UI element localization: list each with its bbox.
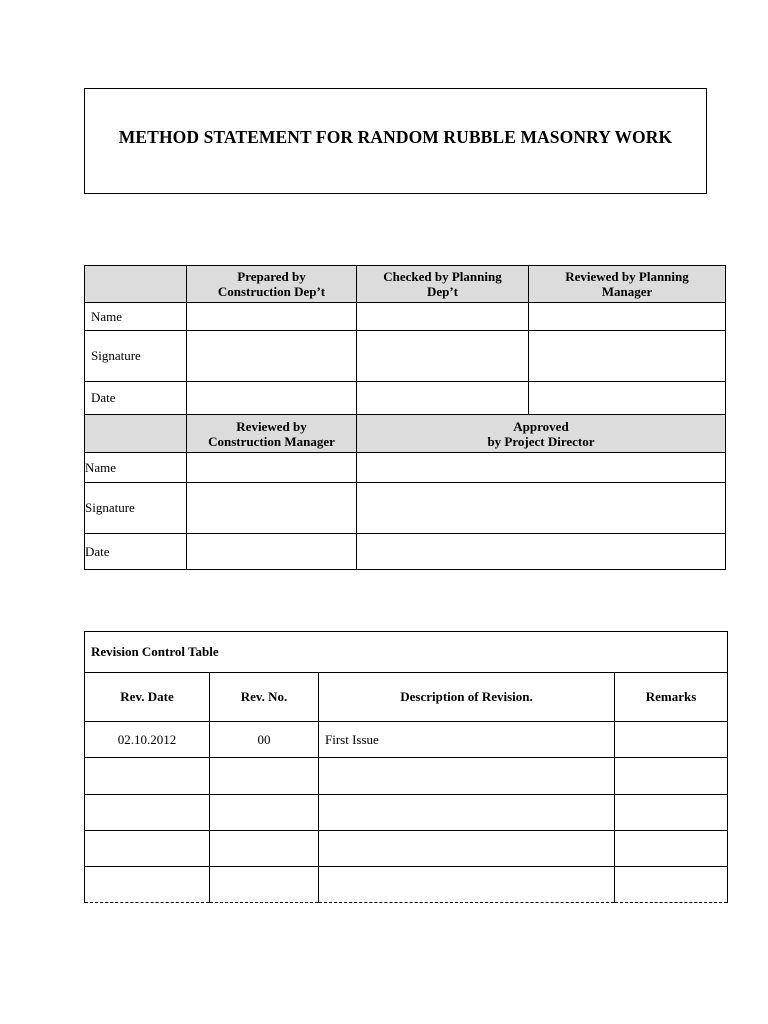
approval-row-name [85, 303, 726, 331]
rev-date-cell [85, 758, 210, 795]
col-header-description: Description of Revision. [319, 673, 615, 722]
header-checked-by: Checked by Planning Dep’t [357, 266, 529, 303]
date-field-checked[interactable] [357, 382, 529, 415]
signature-field-construction-manager[interactable] [187, 483, 357, 534]
name-field-project-director[interactable] [357, 453, 726, 483]
approval-row-date-2 [85, 534, 726, 570]
title-box [84, 88, 707, 194]
row-label-signature-2: Signature [85, 483, 187, 534]
row-label-date-2: Date [85, 534, 187, 570]
header-approved-by: Approved by Project Director [357, 415, 726, 453]
header-reviewed-by-planning: Reviewed by Planning Manager [529, 266, 726, 303]
date-field-construction-manager[interactable] [187, 534, 357, 570]
remarks-cell [615, 867, 728, 903]
revision-control-table [84, 631, 728, 903]
rev-no-cell [210, 867, 319, 903]
approval-table [84, 265, 726, 570]
signature-field-project-director[interactable] [357, 483, 726, 534]
approval-header-blank-2 [85, 415, 187, 453]
approval-row-date [85, 382, 726, 415]
rev-no-cell [210, 758, 319, 795]
signature-field-prepared[interactable] [187, 331, 357, 382]
document-title: METHOD STATEMENT FOR RANDOM RUBBLE MASONRY WORK [118, 127, 673, 147]
signature-field-reviewed[interactable] [529, 331, 726, 382]
remarks-cell [615, 722, 728, 758]
name-field-prepared[interactable] [187, 303, 357, 331]
date-field-reviewed[interactable] [529, 382, 726, 415]
remarks-cell [615, 831, 728, 867]
revision-table-caption: Revision Control Table [85, 632, 728, 673]
table-row [85, 722, 728, 758]
table-row [85, 867, 728, 903]
header-reviewed-by-construction: Reviewed by Construction Manager [187, 415, 357, 453]
rev-no-cell [210, 795, 319, 831]
date-field-project-director[interactable] [357, 534, 726, 570]
description-cell [319, 795, 615, 831]
rev-no-cell: 00 [210, 722, 319, 758]
remarks-cell [615, 758, 728, 795]
rev-date-cell: 02.10.2012 [85, 722, 210, 758]
approval-header-row-2 [85, 415, 726, 453]
description-cell: First Issue [319, 722, 615, 758]
table-row [85, 795, 728, 831]
revision-caption-row [85, 632, 728, 673]
col-header-rev-date: Rev. Date [85, 673, 210, 722]
row-label-date: Date [85, 382, 187, 415]
col-header-remarks: Remarks [615, 673, 728, 722]
approval-row-name-2 [85, 453, 726, 483]
approval-row-signature [85, 331, 726, 382]
rev-date-cell [85, 831, 210, 867]
row-label-signature: Signature [85, 331, 187, 382]
col-header-rev-no: Rev. No. [210, 673, 319, 722]
rev-no-cell [210, 831, 319, 867]
description-cell [319, 867, 615, 903]
name-field-reviewed[interactable] [529, 303, 726, 331]
name-field-checked[interactable] [357, 303, 529, 331]
approval-header-blank [85, 266, 187, 303]
signature-field-checked[interactable] [357, 331, 529, 382]
table-row [85, 758, 728, 795]
rev-date-cell [85, 795, 210, 831]
approval-header-row [85, 266, 726, 303]
header-prepared-by: Prepared by Construction Dep’t [187, 266, 357, 303]
row-label-name-2: Name [85, 453, 187, 483]
description-cell [319, 758, 615, 795]
table-row [85, 831, 728, 867]
revision-header-row [85, 673, 728, 722]
name-field-construction-manager[interactable] [187, 453, 357, 483]
rev-date-cell [85, 867, 210, 903]
description-cell [319, 831, 615, 867]
remarks-cell [615, 795, 728, 831]
row-label-name: Name [85, 303, 187, 331]
approval-row-signature-2 [85, 483, 726, 534]
date-field-prepared[interactable] [187, 382, 357, 415]
